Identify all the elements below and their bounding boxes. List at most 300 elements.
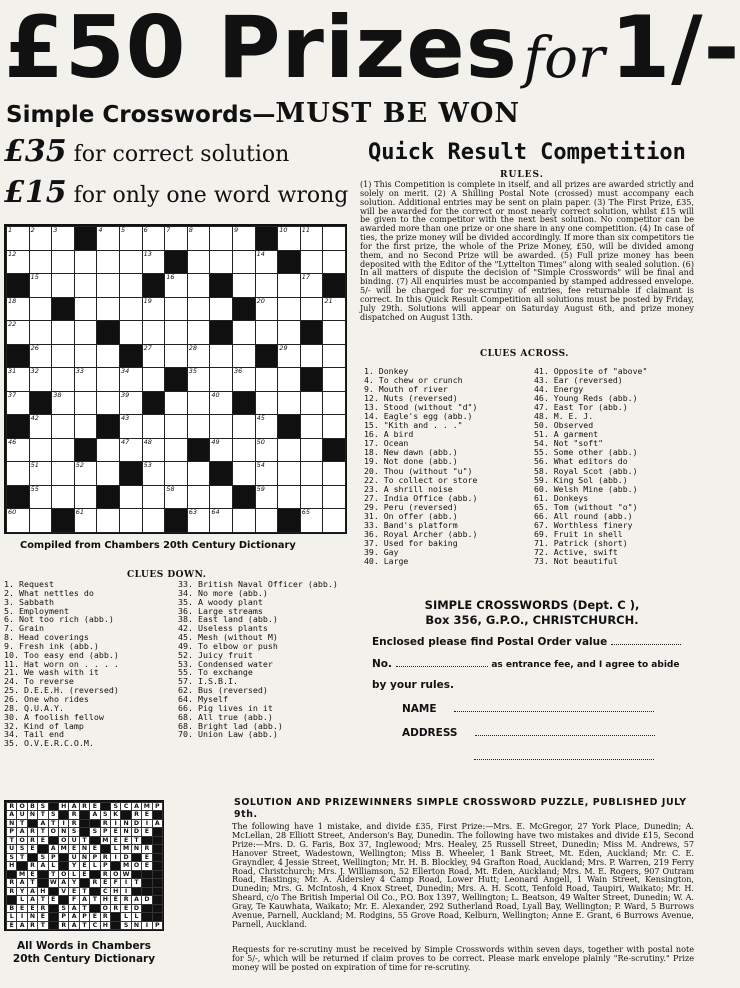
clue-down: 57. I.S.B.I. bbox=[178, 676, 238, 687]
grid-cell[interactable] bbox=[255, 320, 279, 345]
solution-letter: S bbox=[16, 844, 27, 853]
solution-letter: R bbox=[6, 878, 17, 887]
solution-letter: D bbox=[141, 895, 152, 904]
grid-cell[interactable] bbox=[74, 320, 98, 345]
grid-cell[interactable] bbox=[6, 461, 30, 486]
solution-letter: S bbox=[37, 802, 48, 811]
postal-value-field[interactable] bbox=[611, 644, 681, 645]
grid-clue-number: 60 bbox=[8, 508, 17, 517]
grid-cell[interactable] bbox=[164, 438, 188, 463]
grid-cell[interactable] bbox=[300, 391, 324, 416]
solution-letter: A bbox=[27, 895, 38, 904]
grid-cell[interactable] bbox=[300, 297, 324, 322]
solution-letter: C bbox=[89, 921, 100, 930]
clues-across bbox=[364, 367, 694, 593]
grid-cell[interactable] bbox=[51, 485, 75, 510]
grid-cell[interactable] bbox=[187, 320, 211, 345]
grid-clue-number: 42 bbox=[30, 414, 39, 423]
grid-cell[interactable] bbox=[255, 438, 279, 463]
solution-letter: M bbox=[58, 844, 69, 853]
clue-down: 34. No more (abb.) bbox=[178, 587, 268, 598]
grid-cell[interactable] bbox=[96, 391, 120, 416]
grid-cell[interactable] bbox=[96, 438, 120, 463]
prize-35-line bbox=[4, 134, 289, 169]
grid-cell[interactable] bbox=[255, 273, 279, 298]
grid-cell[interactable] bbox=[322, 367, 346, 392]
grid-cell[interactable] bbox=[96, 461, 120, 486]
solution-letter: R bbox=[89, 878, 100, 887]
grid-cell[interactable] bbox=[119, 438, 143, 463]
grid-cell[interactable] bbox=[209, 344, 233, 369]
solution-letter: T bbox=[16, 853, 27, 862]
grid-cell[interactable] bbox=[322, 297, 346, 322]
solution-letter: R bbox=[27, 861, 38, 870]
grid-cell[interactable] bbox=[74, 367, 98, 392]
grid-cell[interactable] bbox=[232, 461, 256, 486]
prize-35-text: for correct solution bbox=[73, 142, 290, 167]
grid-cell[interactable] bbox=[187, 297, 211, 322]
clue-across: 9. Mouth of river bbox=[364, 384, 448, 395]
grid-cell[interactable] bbox=[187, 226, 211, 251]
solution-letter: I bbox=[120, 878, 131, 887]
clues-across-heading: CLUES ACROSS. bbox=[480, 349, 569, 359]
clue-across: 43. Ear (reversed) bbox=[534, 375, 623, 386]
grid-cell[interactable] bbox=[164, 461, 188, 486]
clue-down: 30. A foolish fellow bbox=[4, 711, 104, 722]
solution-letter: E bbox=[110, 827, 121, 836]
grid-black-square bbox=[232, 297, 256, 322]
grid-cell[interactable] bbox=[74, 297, 98, 322]
crossword-grid bbox=[4, 224, 347, 534]
solution-letter: E bbox=[68, 844, 79, 853]
solution-letter: P bbox=[89, 853, 100, 862]
grid-cell[interactable] bbox=[300, 438, 324, 463]
solution-letter: N bbox=[120, 827, 131, 836]
grid-cell[interactable] bbox=[96, 297, 120, 322]
solution-letter: A bbox=[16, 827, 27, 836]
grid-cell[interactable] bbox=[51, 461, 75, 486]
address-field[interactable] bbox=[475, 735, 655, 736]
grid-cell[interactable] bbox=[142, 367, 166, 392]
grid-cell[interactable] bbox=[322, 508, 346, 533]
grid-cell[interactable] bbox=[29, 297, 53, 322]
solution-letter: A bbox=[79, 895, 90, 904]
grid-cell[interactable] bbox=[119, 485, 143, 510]
grid-cell[interactable] bbox=[277, 367, 301, 392]
grid-cell[interactable] bbox=[29, 367, 53, 392]
grid-cell[interactable] bbox=[142, 508, 166, 533]
grid-cell[interactable] bbox=[232, 273, 256, 298]
clues-down bbox=[4, 580, 360, 792]
solution-letter: R bbox=[79, 802, 90, 811]
clue-across: 44. Energy bbox=[534, 384, 584, 395]
grid-cell[interactable] bbox=[187, 273, 211, 298]
solution-letter: A bbox=[89, 810, 100, 819]
address-label: ADDRESS bbox=[402, 727, 458, 739]
grid-black-square bbox=[96, 414, 120, 439]
grid-cell[interactable] bbox=[119, 508, 143, 533]
grid-cell[interactable] bbox=[6, 320, 30, 345]
grid-cell[interactable] bbox=[119, 391, 143, 416]
clue-across: 13. Stood (without "d") bbox=[364, 402, 478, 413]
clue-down: 8. Head coverings bbox=[4, 632, 89, 643]
clue-down: 25. D.E.E.H. (reversed) bbox=[4, 685, 119, 696]
grid-cell[interactable] bbox=[322, 344, 346, 369]
solution-letter: T bbox=[48, 819, 59, 828]
grid-black-square bbox=[300, 367, 324, 392]
grid-cell[interactable] bbox=[29, 320, 53, 345]
grid-cell[interactable] bbox=[187, 250, 211, 275]
grid-cell[interactable] bbox=[300, 273, 324, 298]
grid-cell[interactable] bbox=[142, 485, 166, 510]
grid-cell[interactable] bbox=[51, 320, 75, 345]
clue-across: 29. Peru (reversed) bbox=[364, 501, 458, 512]
grid-cell[interactable] bbox=[277, 461, 301, 486]
grid-cell[interactable] bbox=[6, 367, 30, 392]
grid-cell[interactable] bbox=[164, 344, 188, 369]
solution-letter: R bbox=[58, 921, 69, 930]
grid-cell[interactable] bbox=[209, 391, 233, 416]
grid-cell[interactable] bbox=[322, 414, 346, 439]
grid-cell[interactable] bbox=[232, 344, 256, 369]
grid-cell[interactable] bbox=[74, 250, 98, 275]
grid-cell[interactable] bbox=[164, 320, 188, 345]
grid-cell[interactable] bbox=[322, 485, 346, 510]
grid-cell[interactable] bbox=[119, 250, 143, 275]
solution-letter: S bbox=[58, 904, 69, 913]
solution-letter: O bbox=[58, 836, 69, 845]
grid-cell[interactable] bbox=[164, 273, 188, 298]
solution-letter: T bbox=[37, 895, 48, 904]
grid-cell[interactable] bbox=[142, 297, 166, 322]
address-field-2[interactable] bbox=[474, 759, 654, 760]
grid-cell[interactable] bbox=[29, 508, 53, 533]
grid-cell[interactable] bbox=[96, 226, 120, 251]
grid-cell[interactable] bbox=[209, 508, 233, 533]
grid-cell[interactable] bbox=[29, 273, 53, 298]
grid-clue-number: 65 bbox=[301, 508, 311, 517]
grid-cell[interactable] bbox=[209, 250, 233, 275]
grid-cell[interactable] bbox=[187, 344, 211, 369]
solution-letter: T bbox=[37, 921, 48, 930]
solution-letter: E bbox=[141, 810, 152, 819]
grid-cell[interactable] bbox=[187, 367, 211, 392]
clues-across-left bbox=[364, 367, 529, 566]
solution-letter: U bbox=[68, 836, 79, 845]
grid-cell[interactable] bbox=[51, 414, 75, 439]
clue-across: 71. Patrick (short) bbox=[534, 537, 628, 548]
grid-black-square bbox=[300, 320, 324, 345]
solution-letter: D bbox=[120, 853, 131, 862]
entry-address-line2: Box 356, G.P.O., CHRISTCHURCH. bbox=[425, 613, 639, 627]
clue-down: 35. A woody plant bbox=[178, 596, 263, 607]
solution-letter: M bbox=[120, 844, 131, 853]
clue-across: 65. Tom (without "o") bbox=[534, 501, 638, 512]
clue-across: 55. Some other (abb.) bbox=[534, 447, 638, 458]
solution-letter: H bbox=[100, 921, 111, 930]
entry-form bbox=[372, 598, 692, 763]
grid-clue-number: 10 bbox=[279, 226, 288, 234]
grid-clue-number: 2 bbox=[30, 226, 35, 234]
grid-cell[interactable] bbox=[232, 414, 256, 439]
grid-cell[interactable] bbox=[164, 485, 188, 510]
grid-cell[interactable] bbox=[142, 414, 166, 439]
solution-letter: O bbox=[48, 827, 59, 836]
entry-agree-text: as entrance fee, and I agree to abide bbox=[491, 660, 680, 670]
grid-cell[interactable] bbox=[232, 250, 256, 275]
grid-cell[interactable] bbox=[74, 273, 98, 298]
grid-cell[interactable] bbox=[277, 438, 301, 463]
solution-letter: E bbox=[141, 827, 152, 836]
grid-cell[interactable] bbox=[187, 461, 211, 486]
grid-cell[interactable] bbox=[187, 508, 211, 533]
solution-letter: N bbox=[27, 912, 38, 921]
solution-letter: R bbox=[27, 921, 38, 930]
solution-letter: T bbox=[131, 836, 142, 845]
solution-letter: R bbox=[110, 904, 121, 913]
grid-cell[interactable] bbox=[119, 320, 143, 345]
grid-cell[interactable] bbox=[300, 226, 324, 251]
grid-cell[interactable] bbox=[6, 250, 30, 275]
grid-cell[interactable] bbox=[29, 461, 53, 486]
clue-down: 6. Not too rich (abb.) bbox=[4, 614, 114, 625]
grid-cell[interactable] bbox=[277, 391, 301, 416]
clue-across: 39. Gay bbox=[364, 546, 399, 557]
grid-cell[interactable] bbox=[164, 414, 188, 439]
grid-cell[interactable] bbox=[300, 461, 324, 486]
grid-cell[interactable] bbox=[74, 508, 98, 533]
grid-cell[interactable] bbox=[96, 508, 120, 533]
grid-cell[interactable] bbox=[232, 320, 256, 345]
solution-letter: T bbox=[79, 887, 90, 896]
headline-prize: £50 Prizes bbox=[4, 0, 518, 98]
solution-letter: K bbox=[110, 810, 121, 819]
grid-cell[interactable] bbox=[232, 508, 256, 533]
grid-cell[interactable] bbox=[6, 226, 30, 251]
grid-cell[interactable] bbox=[322, 226, 346, 251]
grid-cell[interactable] bbox=[6, 508, 30, 533]
grid-cell[interactable] bbox=[209, 438, 233, 463]
grid-cell[interactable] bbox=[277, 273, 301, 298]
clue-down: 1. Request bbox=[4, 579, 54, 589]
grid-cell[interactable] bbox=[277, 485, 301, 510]
grid-cell[interactable] bbox=[51, 226, 75, 251]
headline-for: for bbox=[523, 26, 605, 91]
grid-cell[interactable] bbox=[51, 367, 75, 392]
solution-letter: L bbox=[16, 895, 27, 904]
grid-cell[interactable] bbox=[209, 297, 233, 322]
solution-letter: S bbox=[6, 853, 17, 862]
grid-cell[interactable] bbox=[29, 485, 53, 510]
grid-clue-number: 49 bbox=[211, 437, 220, 446]
solution-letter: R bbox=[141, 844, 152, 853]
solution-letter: S bbox=[37, 853, 48, 862]
grid-cell[interactable] bbox=[29, 250, 53, 275]
grid-cell[interactable] bbox=[255, 461, 279, 486]
grid-black-square bbox=[6, 485, 30, 510]
grid-cell[interactable] bbox=[119, 226, 143, 251]
grid-cell[interactable] bbox=[322, 391, 346, 416]
solution-letter: N bbox=[131, 921, 142, 930]
grid-black-square bbox=[142, 273, 166, 298]
solution-letter: M bbox=[141, 802, 152, 811]
grid-clue-number: 55 bbox=[30, 484, 39, 493]
grid-cell[interactable] bbox=[6, 438, 30, 463]
grid-clue-number: 40 bbox=[211, 390, 220, 399]
clue-across: 69. Fruit in shell bbox=[534, 528, 623, 539]
grid-cell[interactable] bbox=[277, 320, 301, 345]
solution-letter: T bbox=[37, 827, 48, 836]
grid-cell[interactable] bbox=[29, 344, 53, 369]
grid-cell[interactable] bbox=[187, 414, 211, 439]
grid-cell[interactable] bbox=[74, 391, 98, 416]
solution-letter: E bbox=[27, 904, 38, 913]
clue-across: 27. India Office (abb.) bbox=[364, 492, 478, 503]
grid-cell[interactable] bbox=[51, 391, 75, 416]
solution-letter: O bbox=[131, 861, 142, 870]
grid-cell[interactable] bbox=[300, 344, 324, 369]
solution-letter: E bbox=[110, 836, 121, 845]
grid-cell[interactable] bbox=[142, 344, 166, 369]
grid-clue-number: 26 bbox=[30, 343, 39, 352]
clue-down: 36. Large streams bbox=[178, 605, 263, 616]
clue-down: 5. Employment bbox=[4, 605, 69, 616]
grid-cell[interactable] bbox=[255, 391, 279, 416]
solution-letter: R bbox=[100, 819, 111, 828]
grid-cell[interactable] bbox=[255, 414, 279, 439]
solution-letter: R bbox=[68, 810, 79, 819]
solution-letter: R bbox=[6, 887, 17, 896]
solution-letter: E bbox=[27, 870, 38, 879]
solution-letter: D bbox=[131, 827, 142, 836]
grid-cell[interactable] bbox=[74, 461, 98, 486]
grid-cell[interactable] bbox=[142, 438, 166, 463]
grid-black-square bbox=[29, 391, 53, 416]
clue-down: 26. One who rides bbox=[4, 693, 89, 704]
grid-cell[interactable] bbox=[209, 367, 233, 392]
grid-cell[interactable] bbox=[29, 438, 53, 463]
grid-cell[interactable] bbox=[142, 320, 166, 345]
solution-letter: B bbox=[6, 904, 17, 913]
grid-cell[interactable] bbox=[300, 508, 324, 533]
solution-letter: B bbox=[27, 802, 38, 811]
compiled-from: Compiled from Chambers 20th Century Dictionary bbox=[20, 540, 296, 551]
grid-cell[interactable] bbox=[255, 485, 279, 510]
solution-letter: I bbox=[110, 819, 121, 828]
grid-cell[interactable] bbox=[6, 391, 30, 416]
solution-letter: O bbox=[58, 870, 69, 879]
solution-letter: R bbox=[27, 827, 38, 836]
clue-across: 41. Opposite of "above" bbox=[534, 366, 648, 376]
grid-cell[interactable] bbox=[96, 273, 120, 298]
grid-cell[interactable] bbox=[119, 273, 143, 298]
grid-black-square bbox=[119, 461, 143, 486]
grid-cell[interactable] bbox=[322, 320, 346, 345]
grid-cell[interactable] bbox=[142, 226, 166, 251]
grid-cell[interactable] bbox=[51, 273, 75, 298]
entry-address-line1: SIMPLE CROSSWORDS (Dept. C ), bbox=[424, 598, 640, 612]
grid-cell[interactable] bbox=[119, 297, 143, 322]
grid-cell[interactable] bbox=[255, 297, 279, 322]
grid-cell[interactable] bbox=[232, 367, 256, 392]
grid-cell[interactable] bbox=[322, 461, 346, 486]
grid-cell[interactable] bbox=[277, 226, 301, 251]
grid-cell[interactable] bbox=[51, 344, 75, 369]
solution-letter: S bbox=[110, 802, 121, 811]
grid-cell[interactable] bbox=[300, 414, 324, 439]
clue-across: 46. Young Reds (abb.) bbox=[534, 393, 638, 404]
grid-cell[interactable] bbox=[74, 485, 98, 510]
grid-cell[interactable] bbox=[232, 226, 256, 251]
grid-cell[interactable] bbox=[209, 226, 233, 251]
grid-black-square bbox=[51, 508, 75, 533]
grid-clue-number: 13 bbox=[143, 249, 152, 258]
grid-cell[interactable] bbox=[51, 250, 75, 275]
grid-cell[interactable] bbox=[164, 297, 188, 322]
grid-clue-number: 59 bbox=[256, 484, 265, 493]
grid-black-square bbox=[255, 344, 279, 369]
solution-letter: A bbox=[27, 887, 38, 896]
solution-letter: I bbox=[120, 887, 131, 896]
grid-cell[interactable] bbox=[277, 344, 301, 369]
grid-cell[interactable] bbox=[74, 344, 98, 369]
grid-cell[interactable] bbox=[164, 226, 188, 251]
grid-cell[interactable] bbox=[209, 414, 233, 439]
grid-cell[interactable] bbox=[96, 250, 120, 275]
grid-cell[interactable] bbox=[232, 438, 256, 463]
postal-number-field[interactable] bbox=[396, 666, 488, 667]
clue-down: 52. Juicy fruit bbox=[178, 649, 253, 660]
grid-cell[interactable] bbox=[277, 297, 301, 322]
name-field[interactable] bbox=[454, 711, 654, 712]
grid-cell[interactable] bbox=[142, 250, 166, 275]
solution-heading: SOLUTION AND PRIZEWINNERS SIMPLE CROSSWORD PUZZLE, PUBLISHED JULY 9th. bbox=[234, 797, 687, 820]
grid-clue-number: 32 bbox=[30, 367, 39, 376]
grid-cell[interactable] bbox=[96, 367, 120, 392]
name-label: NAME bbox=[402, 703, 437, 715]
grid-cell[interactable] bbox=[300, 250, 324, 275]
grid-cell[interactable] bbox=[6, 297, 30, 322]
grid-cell[interactable] bbox=[119, 367, 143, 392]
grid-cell[interactable] bbox=[164, 391, 188, 416]
solution-letter: C bbox=[120, 802, 131, 811]
grid-cell[interactable] bbox=[187, 391, 211, 416]
grid-cell[interactable] bbox=[142, 461, 166, 486]
grid-cell[interactable] bbox=[300, 485, 324, 510]
grid-cell[interactable] bbox=[29, 414, 53, 439]
grid-cell[interactable] bbox=[187, 485, 211, 510]
grid-clue-number: 4 bbox=[98, 226, 103, 234]
grid-cell[interactable] bbox=[255, 367, 279, 392]
grid-cell[interactable] bbox=[255, 508, 279, 533]
solution-letter: T bbox=[79, 921, 90, 930]
grid-cell[interactable] bbox=[96, 344, 120, 369]
solution-letter: P bbox=[58, 912, 69, 921]
grid-cell[interactable] bbox=[74, 414, 98, 439]
solution-letter: U bbox=[16, 810, 27, 819]
grid-cell[interactable] bbox=[209, 485, 233, 510]
grid-cell[interactable] bbox=[29, 226, 53, 251]
grid-cell[interactable] bbox=[119, 414, 143, 439]
grid-cell[interactable] bbox=[51, 438, 75, 463]
grid-cell[interactable] bbox=[322, 250, 346, 275]
solution-letter: U bbox=[6, 844, 17, 853]
solution-letter: T bbox=[89, 895, 100, 904]
solution-letter: T bbox=[79, 904, 90, 913]
solution-letter: N bbox=[6, 819, 17, 828]
grid-cell[interactable] bbox=[255, 250, 279, 275]
clue-down: 10. Too easy end (abb.) bbox=[4, 649, 119, 660]
